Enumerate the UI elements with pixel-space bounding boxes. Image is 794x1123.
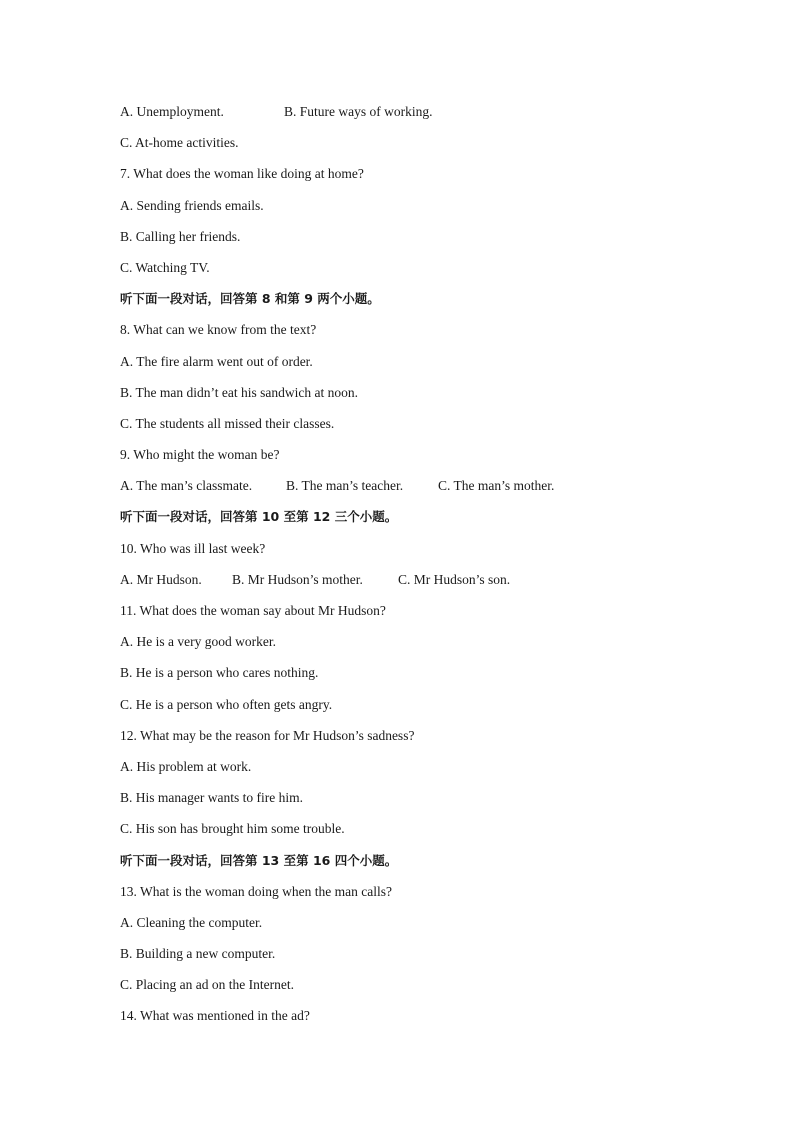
option: B. Future ways of working.: [284, 104, 433, 119]
option-line: C. Placing an ad on the Internet.: [120, 977, 294, 993]
option-line: C. Watching TV.: [120, 259, 210, 275]
option: B. The man’s teacher.: [286, 478, 404, 494]
option-line: B. Building a new computer.: [120, 946, 276, 962]
options-row: [120, 102, 740, 133]
option: C. Mr Hudson’s son.: [398, 571, 511, 587]
section-heading: 听下面一段对话，回答第 13 至第 16 四个小题。: [120, 852, 398, 868]
question-line: 11. What does the woman say about Mr Hudson?: [120, 603, 386, 618]
option-line: C. His son has brought him some trouble.: [120, 821, 345, 837]
option-line: B. The man didn’t eat his sandwich at noon.: [120, 384, 358, 400]
section-heading: 听下面一段对话，回答第 8 和第 9 两个小题。: [120, 291, 380, 307]
option-line: B. His manager wants to fire him.: [120, 790, 303, 806]
option-line: C. The students all missed their classes.: [120, 415, 335, 431]
options-row: [120, 476, 740, 507]
option-line: A. The fire alarm went out of order.: [120, 353, 313, 369]
option: A. Mr Hudson.: [120, 571, 202, 587]
option-line: C. He is a person who often gets angry.: [120, 696, 333, 712]
question-line: 12. What may be the reason for Mr Hudson’s sadness?: [120, 727, 415, 743]
question-line: 8. What can we know from the text?: [120, 322, 317, 338]
option-line: A. He is a very good worker.: [120, 634, 276, 650]
question-line: 9. Who might the woman be?: [120, 447, 280, 463]
option-line: A. His problem at work.: [120, 758, 252, 774]
option-line: C. At-home activities.: [120, 135, 239, 151]
option-line: B. Calling her friends.: [120, 228, 241, 244]
option: A. Unemployment.: [120, 104, 224, 119]
section-heading: 听下面一段对话，回答第 10 至第 12 三个小题。: [120, 509, 398, 525]
option: A. The man’s classmate.: [120, 478, 253, 494]
exam-page: [120, 102, 740, 1038]
option-line: A. Sending friends emails.: [120, 197, 264, 213]
option: C. The man’s mother.: [438, 478, 555, 494]
option-line: B. He is a person who cares nothing.: [120, 665, 319, 681]
question-line: 7. What does the woman like doing at home?: [120, 166, 364, 182]
question-line: 13. What is the woman doing when the man calls?: [120, 883, 392, 899]
option: B. Mr Hudson’s mother.: [232, 571, 363, 587]
question-line: 14. What was mentioned in the ad?: [120, 1008, 310, 1024]
option-line: A. Cleaning the computer.: [120, 914, 263, 930]
options-row: [120, 570, 740, 601]
question-line: 10. Who was ill last week?: [120, 540, 266, 556]
